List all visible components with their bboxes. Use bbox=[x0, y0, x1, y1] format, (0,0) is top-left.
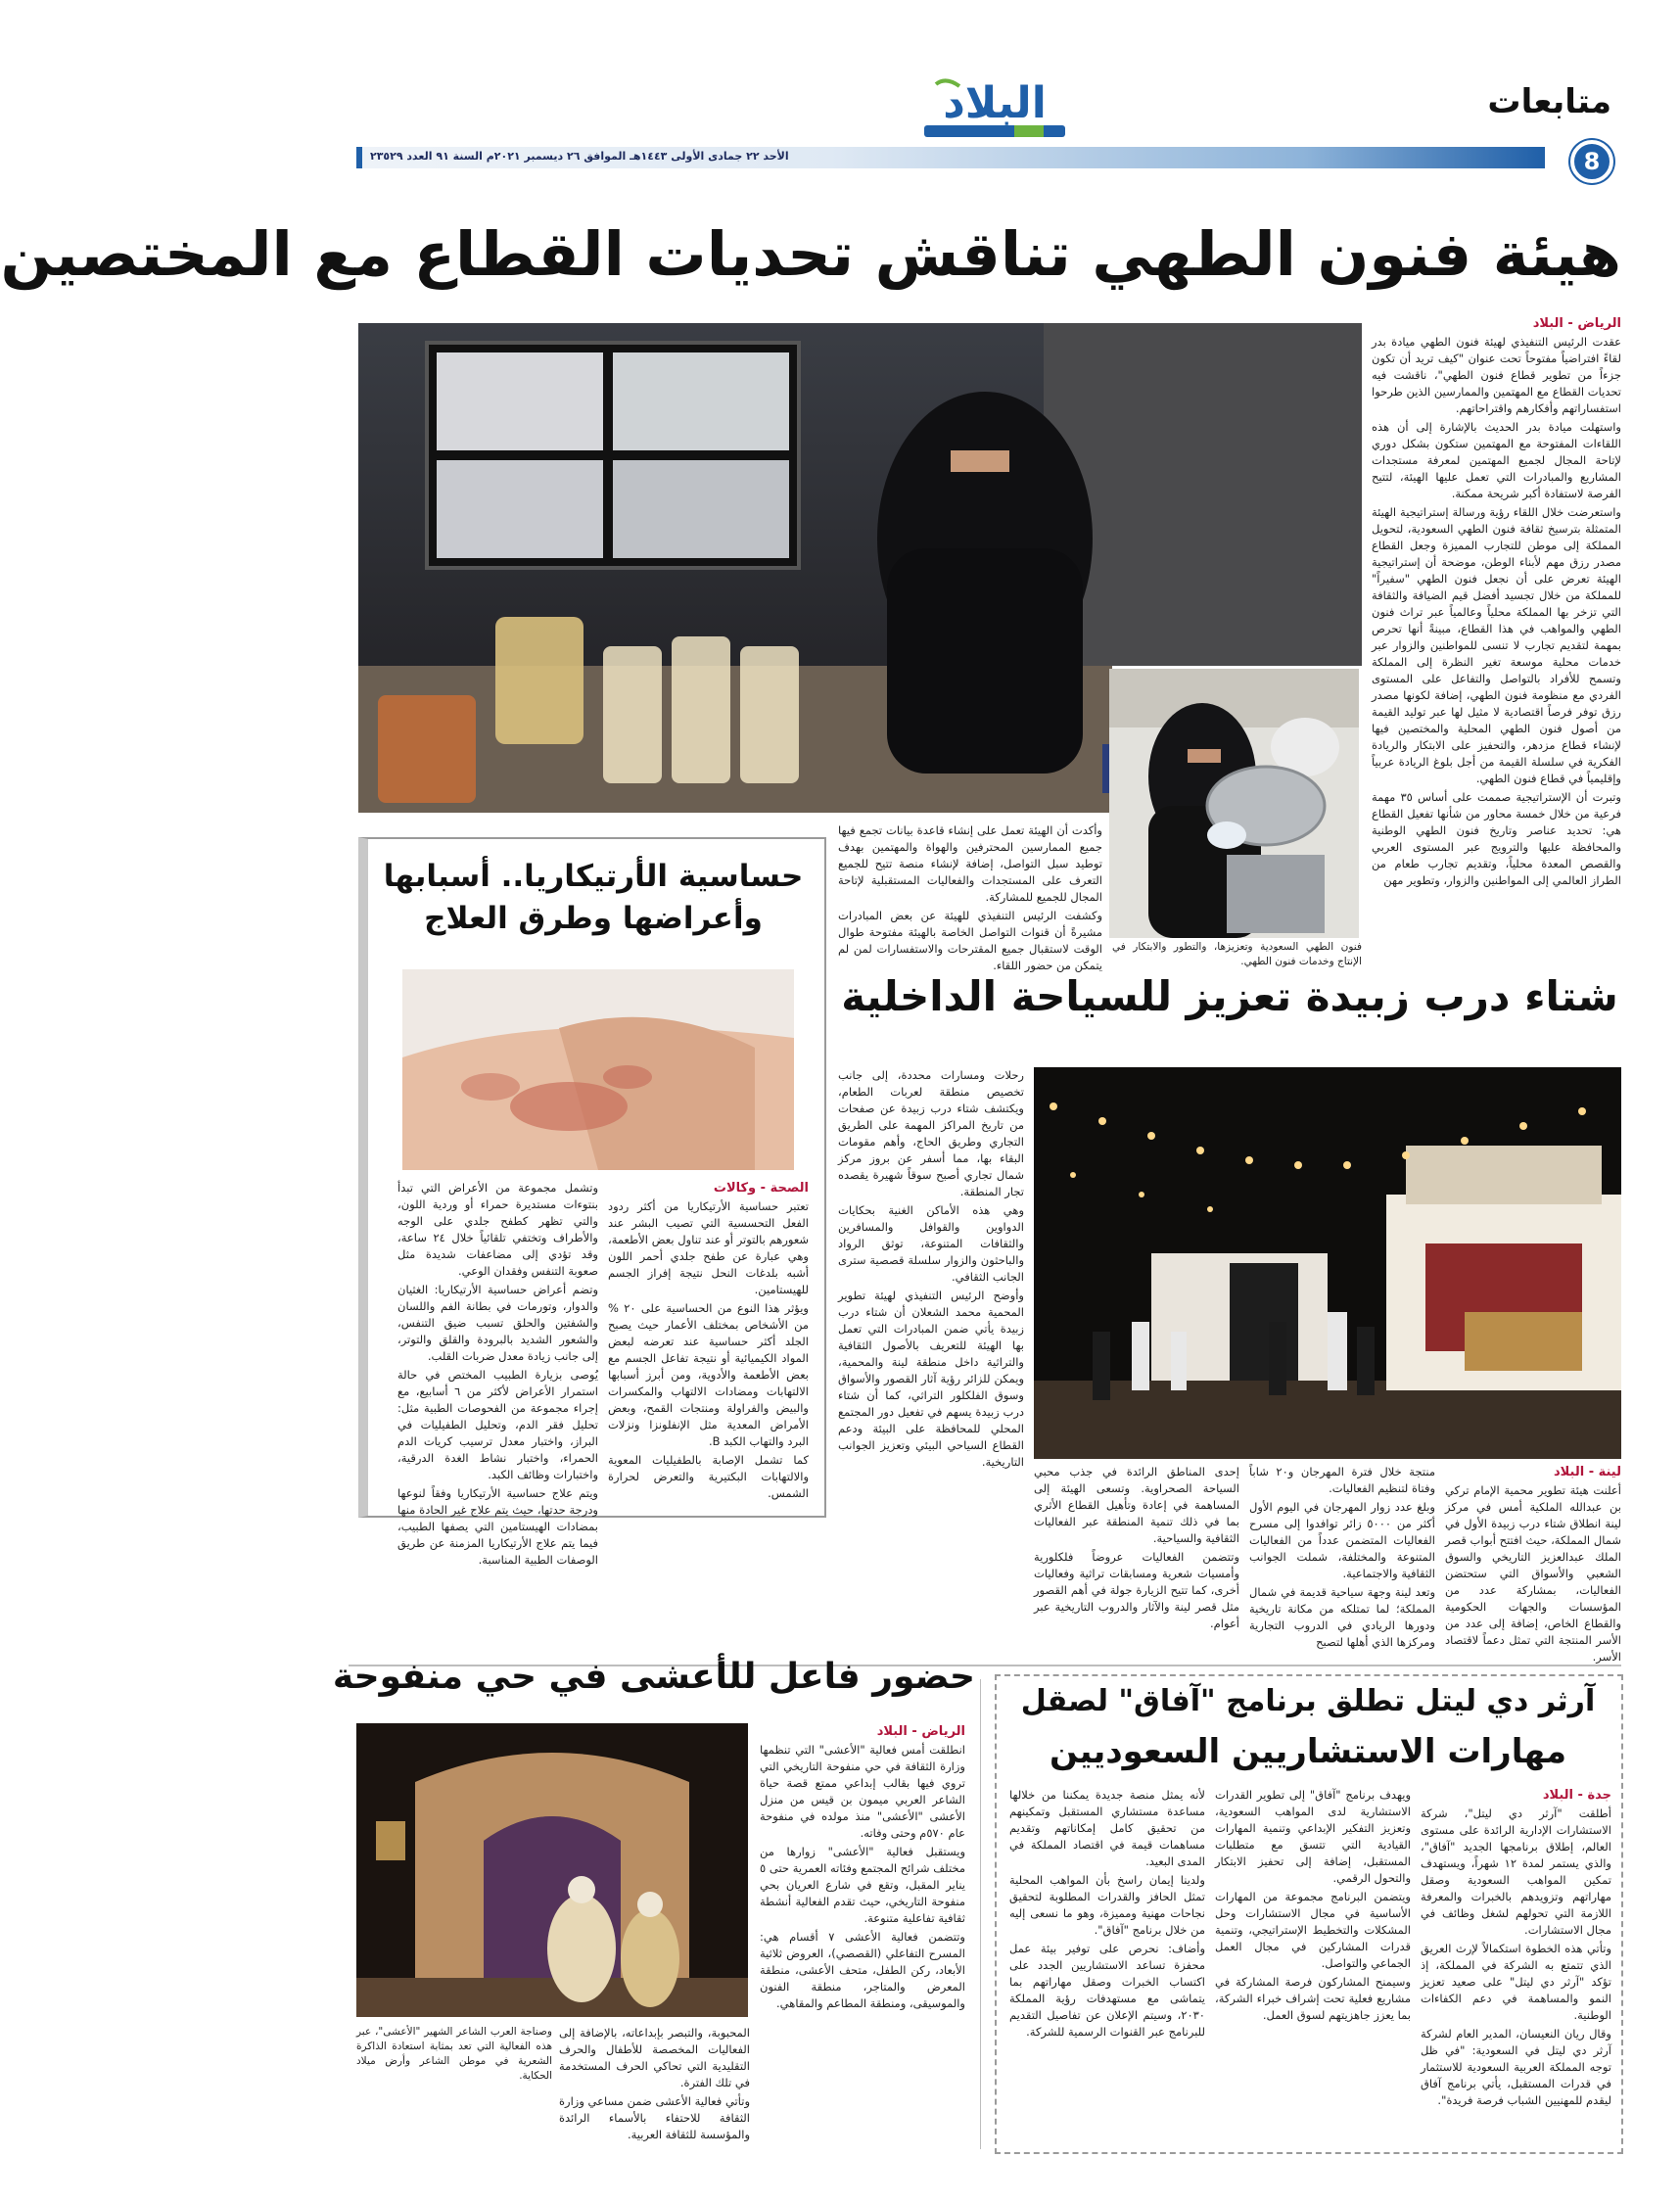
paragraph: واستعرضت خلال اللقاء رؤية ورسالة إستراتيجية الهيئة المتمثلة بترسيخ ثقافة فنون الطهي السعودية، لتحويل المملكة إلى موطن للتجارب المميزة وجعل القطاع مصدر رزق مهم لأبناء الوطن، موضحة أن إستراتيجية الهيئة تعرض على أن نجعل فنون الطهي "سفيراً" للمملكة من خلال تجسيد أفضل قيم الضيافة والثقافة التي تزخر بها المملكة محلياً وعالمياً عبر تراث فنون الطهي والمواهب في هذا القطاع، مبينةً أنها تحرص بمهمة لتقديم تجارب لا تنسى للمواطنين والزوار عبر خدمات محلية موسعة تغير النظرة إلى المملكة وتسمح للأفراد بالتواصل والتفاعل على المستوى الفردي مع منظومة فنون الطهي، إضافة لكونها مصدر رزق توفر فرصاً اقتصادية لا مثيل لها عبر توليد القيمة من أصول فنون الطهي المحلية والمختصين فيها لإنشاء قطاع مزدهر، والتحفيز على الابتكار والريادة الفكرية في سلسلة القيمة من أجل بلوغ الريادة عربياً وإقليمياً في قطاع فنون الطهي. bbox=[1372, 505, 1621, 785]
paragraph: وأكدت أن الهيئة تعمل على إنشاء قاعدة بيانات تجمع فيها جميع الممارسين المحترفين والهواة والمهتمين بهدف توطيد سبل التواصل، إضافة لإنشاء منصة تتيح للجميع التعرف على المستجدات والفعاليات المستقبلية لإتاحة المجال للجميع للمشاركة. bbox=[838, 823, 1102, 904]
paragraph: المحبوبة، والتبصر بإبداعاته، بالإضافة إلى الفعاليات المخصصة للأطفال والحرف التقليدية التي تحاكي الحرف المستخدمة في تلك الفترة. bbox=[559, 2026, 750, 2089]
zubaida-col2 bbox=[1249, 1464, 1435, 1660]
dateline-text: الأحد ٢٢ جمادى الأولى ١٤٤٣هـ الموافق ٢٦ ديسمبر ٢٠٢١م السنة ٩١ العدد ٢٣٥٢٩ bbox=[370, 150, 789, 163]
photo-illustration bbox=[1034, 1067, 1621, 1459]
paragraph: لأنه يمثل منصة جديدة يمكننا من خلالها مساعدة مستشاري المستقبل وتمكينهم من تحقيق كامل إمكاناتهم وتقديم مساهمات قيمة في اقتصاد المملكة في المدى البعيد. bbox=[1009, 1788, 1205, 1868]
paragraph: وهي هذه الأماكن الغنية بحكايات الدواوين والقوافل والمسافرين والثقافات المتنوعة، توثق الرواد والباحثون والزوار سلسلة قصصية سترى الجانب الثقافي. bbox=[838, 1203, 1024, 1284]
paragraph: وتتضمن فعالية الأعشى ٧ أقسام هي: المسرح التفاعلي (القصصي)، العروض ثلاثية الأبعاد، ركن الطفل، متحف الأعشى، منطقة المعرض والمتاجر، منطقة الفنون والموسيقى، ومنطقة المطاعم والمقاهي. bbox=[760, 1930, 965, 2010]
asha-col2 bbox=[559, 2025, 750, 2142]
asha-photo-caption: وصناجة العرب الشاعر الشهير "الأعشى"، عبر هذه الفعالية التي تعد بمثابة استعادة الذاكرة الشعرية في موطن الشاعر وأرض ميلاد الحكاية. bbox=[356, 2026, 552, 2082]
dateline-bar bbox=[356, 147, 1545, 168]
asha-headline: حضور فاعل للأعشى في حي منفوحة bbox=[332, 1657, 975, 1697]
allergy-headline-2: وأعراضها وطرق العلاج bbox=[424, 901, 763, 936]
allergy-headline-1: حساسية الأرتيكاريا.. أسبابها bbox=[383, 859, 804, 894]
paragraph: ويتضمن البرنامج مجموعة من المهارات الأساسية في مجال الاستشارات وحل المشكلات والتخطيط الإستراتيجي، وتنمية قدرات المشاركين في مجال العمل الجماعي والتواصل. bbox=[1215, 1890, 1411, 1970]
photo-illustration bbox=[1109, 669, 1359, 938]
photo-illustration bbox=[356, 1723, 748, 2017]
asha-byline: الرياض - البلاد bbox=[876, 1724, 965, 1739]
paragraph: وتأتي هذه الخطوة استكمالاً لإرث العريق الذي تتمتع به الشركة في المملكة، إذ تؤكد "آرثر دي ليتل" على صعيد تعزيز النمو والمساهمة في دعم الكفاءات الوطنية. bbox=[1421, 1942, 1611, 2022]
paragraph: وكشفت الرئيس التنفيذي للهيئة عن بعض المبادرات مشيرةً أن قنوات التواصل الخاصة بالهيئة مفتوحة طوال الوقت لاستقبال جميع المقترحات والاستفسارات لمن لم يتمكن من حضور اللقاء. bbox=[838, 909, 1102, 972]
newspaper-logo bbox=[916, 76, 1073, 145]
zubaida-photo bbox=[1034, 1067, 1621, 1459]
arthur-col2 bbox=[1215, 1787, 1411, 2144]
asha-col1 bbox=[760, 1723, 965, 2144]
photo-illustration bbox=[402, 969, 794, 1170]
paragraph: كما تشمل الإصابة بالطفيليات المعوية والالتهابات البكتيرية والتعرض لحرارة الشمس. bbox=[608, 1453, 809, 1500]
section-title: متابعات bbox=[1487, 82, 1611, 121]
chef-photo bbox=[1112, 666, 1362, 935]
paragraph: وتبرت أن الإستراتيجية صممت على أساس ٣٥ مهمة فرعية من خلال خمسة محاور من شأنها تفعيل القطاع هي: تحديد عناصر وتاريخ فنون الطهي الوطنية والمحافظة عليها والترويج عبر المستوى العربي والقصص المعدة محلياً، وتقديم تجارب طعام من الطراز العالمي إلى المواطنين والزوار، وتطوير مهن bbox=[1372, 790, 1621, 887]
paragraph: عقدت الرئيس التنفيذي لهيئة فنون الطهي ميادة بدر لقاءً افتراضياً مفتوحاً تحت عنوان "كيف تريد أن تكون جزءاً من تطوير قطاع فنون الطهي"، ناقشت فيه تحديات القطاع مع المهتمين والممارسين الذين طرحوا استفساراتهم وأفكارهم واقتراحاتهم. bbox=[1372, 335, 1621, 415]
arthur-byline: جدة - البلاد bbox=[1542, 1788, 1611, 1803]
paragraph: وتشمل مجموعة من الأعراض التي تبدأ بنتوءات مستديرة حمراء أو وردية اللون، والتي تظهر كطفح جلدي على الوجه والأطراف وتختفي تلقائياً خلال ٢٤ ساعة، وقد تؤدي إلى مضاعفات شديدة مثل صعوبة التنفس وفقدان الوعي. bbox=[397, 1181, 598, 1278]
chef-photo-caption: فنون الطهي السعودية وتعزيزها، والتطور والابتكار في الإنتاج وخدمات فنون الطهي. bbox=[1112, 941, 1362, 967]
paragraph: وسيمنح المشاركون فرصة المشاركة في مشاريع فعلية تحت إشراف خبراء الشركة، بما يعزز جاهزيتهم لسوق العمل. bbox=[1215, 1975, 1411, 2022]
allergy-col2 bbox=[397, 1180, 598, 1567]
main-headline: هيئة فنون الطهي تناقش تحديات القطاع مع المختصين bbox=[0, 218, 1621, 290]
paragraph: وقال ريان النعيسان، المدير العام لشركة آرثر دي ليتل في السعودية: "في ظل توجه المملكة العربية السعودية للاستثمار في قدرات المستقبل، يأتي برنامج آفاق ليقدم للمهنيين الشباب فرصة فريدة". bbox=[1421, 2027, 1611, 2107]
dateline-accent bbox=[356, 147, 362, 168]
allergy-photo bbox=[402, 969, 794, 1170]
paragraph: وأضاف: نحرص على توفير بيئة عمل محفزة تساعد الاستشاريين الجدد على اكتساب الخبرات وصقل مهاراتهم بما يتماشى مع مستهدفات رؤية المملكة ٢٠٣٠، وسيتم الإعلان عن تفاصيل التقديم للبرنامج عبر القنوات الرسمية للشركة. bbox=[1009, 1942, 1205, 2039]
paragraph: وأوضح الرئيس التنفيذي لهيئة تطوير المحمية محمد الشعلان أن شتاء درب زبيدة يأتي ضمن المبادرات التي تعمل بها الهيئة للتعريف بالأصول الثقافية والتراثية داخل منطقة لينة والمحمية، ويمكن للزائر رؤية آثار القصور والأسواق وسوق الفلكلور التراثي، كما أن شتاء درب زبيدة يسهم في تفعيل دور المجتمع المحلي للمحافظة على البيئة ودعم القطاع السياحي البيئي وتعزيز الجوانب التاريخية. bbox=[838, 1289, 1024, 1469]
main-story-col2 bbox=[838, 822, 1102, 994]
paragraph: ولدينا إيمان راسخ بأن المواهب المحلية تمثل الحافز والقدرات المطلوبة لتحقيق نجاحات مهنية ومميزة، وهو ما نسعى إليه من خلال برنامج "آفاق". bbox=[1009, 1873, 1205, 1937]
paragraph: يُوصى بزيارة الطبيب المختص في حالة استمرار الأعراض لأكثر من ٦ أسابيع، مع إجراء مجموعة من الفحوصات الطبية مثل: تحليل فقر الدم، وتحليل الطفيليات في البراز، واختبار معدل ترسيب كريات الدم الحمراء، واختبار نشاط الغدة الدرقية، واختبارات وظائف الكبد. bbox=[397, 1368, 598, 1481]
paragraph: وبلغ عدد زوار المهرجان في اليوم الأول أكثر من ٥٠٠٠ زائر توافدوا إلى مسرح الفعاليات المتضمن عدداً من الفعاليات المتنوعة والمختلفة، شملت الجوانب الثقافية والاجتماعية. bbox=[1249, 1500, 1435, 1580]
paragraph: رحلات ومسارات محددة، إلى جانب تخصيص منطقة لعربات الطعام، ويكتشف شتاء درب زبيدة عن صفحات من تاريخ المراكز المهمة على الطريق التجاري وطريق الحاج، وأهم مقومات البقاء بها، مما أسفر عن بروز مركز شمال تجاري أصبح سوقاً شهيرة يقصده تجار المنطقة. bbox=[838, 1068, 1024, 1198]
masthead bbox=[290, 0, 1680, 175]
zubaida-headline: شتاء درب زبيدة تعزيز للسياحة الداخلية bbox=[841, 972, 1618, 1020]
arthur-col3 bbox=[1009, 1787, 1205, 2144]
arthur-col1 bbox=[1421, 1787, 1611, 2144]
paragraph: وتأتي فعالية الأعشى ضمن مساعي وزارة الثقافة للاحتفاء بالأسماء الرائدة والمؤسسة للثقافة العربية. bbox=[559, 2094, 750, 2141]
paragraph: إحدى المناطق الرائدة في جذب محبي السياحة الصحراوية. وتسعى الهيئة إلى المساهمة في إعادة وتأهيل القطاع الأثري بما في ذلك تنمية المنطقة عبر الفعاليات الثقافية والسياحية. bbox=[1034, 1465, 1239, 1545]
column-divider bbox=[980, 1679, 981, 2149]
paragraph: وتضم أعراض حساسية الأرتيكاريا: الغثيان والدوار، وتورمات في بطانة الفم واللسان والشفتين والحلق تسبب ضيق التنفس، والشعور الشديد بالبرودة والقلق والتوتر، إلى جانب زيادة معدل ضربات القلب. bbox=[397, 1283, 598, 1363]
zubaida-col1 bbox=[1445, 1464, 1621, 1664]
paragraph: واستهلت ميادة بدر الحديث بالإشارة إلى أن هذه اللقاءات المفتوحة مع المهتمين ستكون بشكل دوري لإتاحة المجال لجميع المهتمين لمعرفة مستجدات المشاريع والمبادرات التي تعمل عليها الهيئة، لتتيح الفرصة لاستفادة أكبر شريحة ممكنة. bbox=[1372, 420, 1621, 500]
paragraph: ويتم علاج حساسية الأرتيكاريا وفقاً لنوعها ودرجة حدتها، حيث يتم علاج غير الحادة منها بمضادات الهيستامين التي يصفها الطبيب، فيما يتم علاج الأرتيكاريا المزمنة عن طريق الوصفات الطبية المناسبة. bbox=[397, 1486, 598, 1567]
page-number-badge bbox=[1570, 140, 1613, 183]
paragraph: وتعد لينة وجهة سياحية قديمة في شمال المملكة؛ لما تمتلكه من مكانة تاريخية ودورها الريادي في الدروب التجارية ومركزها الذي أهلها لتصبح bbox=[1249, 1585, 1435, 1649]
paragraph: تعتبر حساسية الأرتيكاريا من أكثر ردود الفعل التحسسية التي تصيب البشر عند شعورهم بالتوتر أو عند تناول بعض الأطعمة، وهي عبارة عن طفح جلدي أحمر اللون أشبه بلدغات النحل نتيجة إفراز الجسم للهيستامين. bbox=[608, 1199, 809, 1296]
arthur-headline-1: آرثر دي ليتل تطلق برنامج "آفاق" لصقل bbox=[1020, 1684, 1596, 1718]
paragraph: ويؤثر هذا النوع من الحساسية على ٢٠ % من الأشخاص بمختلف الأعمار حيث يصبح الجلد أكثر حساسية عند تعرضه لبعض المواد الكيميائية أو نتيجة تفاعل الجسم مع بعض الأطعمة والأدوية، ومن أبرز أسبابها الالتهابات ومضادات الالتهاب والمكسرات والبيض والفراولة ومنتجات القمح، وبعض الأمراض المعدية مثل الإنفلونزا ونزلات البرد والتهاب الكبد B. bbox=[608, 1301, 809, 1448]
asha-photo bbox=[356, 1723, 748, 2017]
zubaida-col4 bbox=[838, 1067, 1024, 1557]
paragraph: أعلنت هيئة تطوير محمية الإمام تركي بن عبدالله الملكية أمس في مركز لينة انطلاق شتاء درب زبيدة الأول في شمال المملكة، حيث افتتح أبواب قصر الملك عبدالعزيز التاريخي والسوق الشعبي والأسواق التي ستحتضن الفعاليات، بمشاركة عدد من المؤسسات والجهات الحكومية والقطاع الخاص، إضافة إلى عدد من الأسر المنتجة التي تمثل دعماً لاقتصاد الأسر. bbox=[1445, 1483, 1621, 1664]
paragraph: ويهدف برنامج "آفاق" إلى تطوير القدرات الاستشارية لدى المواهب السعودية، وتعزيز التفكير الإبداعي وتنمية المهارات القيادية التي تتسق مع متطلبات المستقبل، إضافة إلى تحفيز الابتكار والتحول الرقمي. bbox=[1215, 1788, 1411, 1885]
arthur-headline-2: مهارات الاستشاريين السعوديين bbox=[1049, 1732, 1566, 1771]
zubaida-byline: لينة - البلاد bbox=[1553, 1465, 1621, 1479]
zubaida-col3 bbox=[1034, 1464, 1239, 1660]
allergy-byline: الصحة - وكالات bbox=[713, 1181, 809, 1196]
paragraph: ويستقبل فعالية "الأعشى" زوارها من مختلف شرائح المجتمع وفئاته العمرية حتى ٥ يناير المقبل، وتقع في شارع العريان بحي منفوحة التاريخي، حيث تقدم الفعالية أنشطة ثقافية تفاعلية متنوعة. bbox=[760, 1845, 965, 1925]
paragraph: وتتضمن الفعاليات عروضاً فلكلورية وأمسيات شعرية ومسابقات تراثية وفعاليات أخرى، كما تتيح الزيارة جولة في أهم القصور مثل قصر لينة والآثار والدروب التاريخية عبر أعوام. bbox=[1034, 1550, 1239, 1630]
main-byline: الرياض - البلاد bbox=[1532, 316, 1621, 331]
paragraph: انطلقت أمس فعالية "الأعشى" التي تنظمها وزارة الثقافة في حي منفوحة التاريخي التي تروي فيها بقالب إبداعي ممتع قصة حياة الشاعر العربي ميمون بن قيس من منزل الأعشى "الأعشى" منذ مولده في منفوحة عام ٥٧٠م وحتى وفاته. bbox=[760, 1743, 965, 1840]
paragraph: منتجة خلال فترة المهرجان و٢٠ شاباً وفتاة لتنظيم الفعاليات. bbox=[1249, 1465, 1435, 1495]
paragraph: أطلقت "آرثر دي ليتل"، شركة الاستشارات الإدارية الرائدة على مستوى العالم، إطلاق برنامجها الجديد "آفاق"، والذي يستمر لمدة ١٢ شهراً، ويستهدف تمكين المواهب السعودية وصقل مهاراتهم وتزويدهم بالخبرات والمعرفة اللازمة التي تحولهم لشغل وظائف في مجال الاستشارات. bbox=[1421, 1806, 1611, 1937]
page-number: 8 bbox=[1583, 148, 1601, 175]
logo-text: البلاد bbox=[943, 78, 1047, 128]
allergy-col1 bbox=[608, 1180, 809, 1508]
